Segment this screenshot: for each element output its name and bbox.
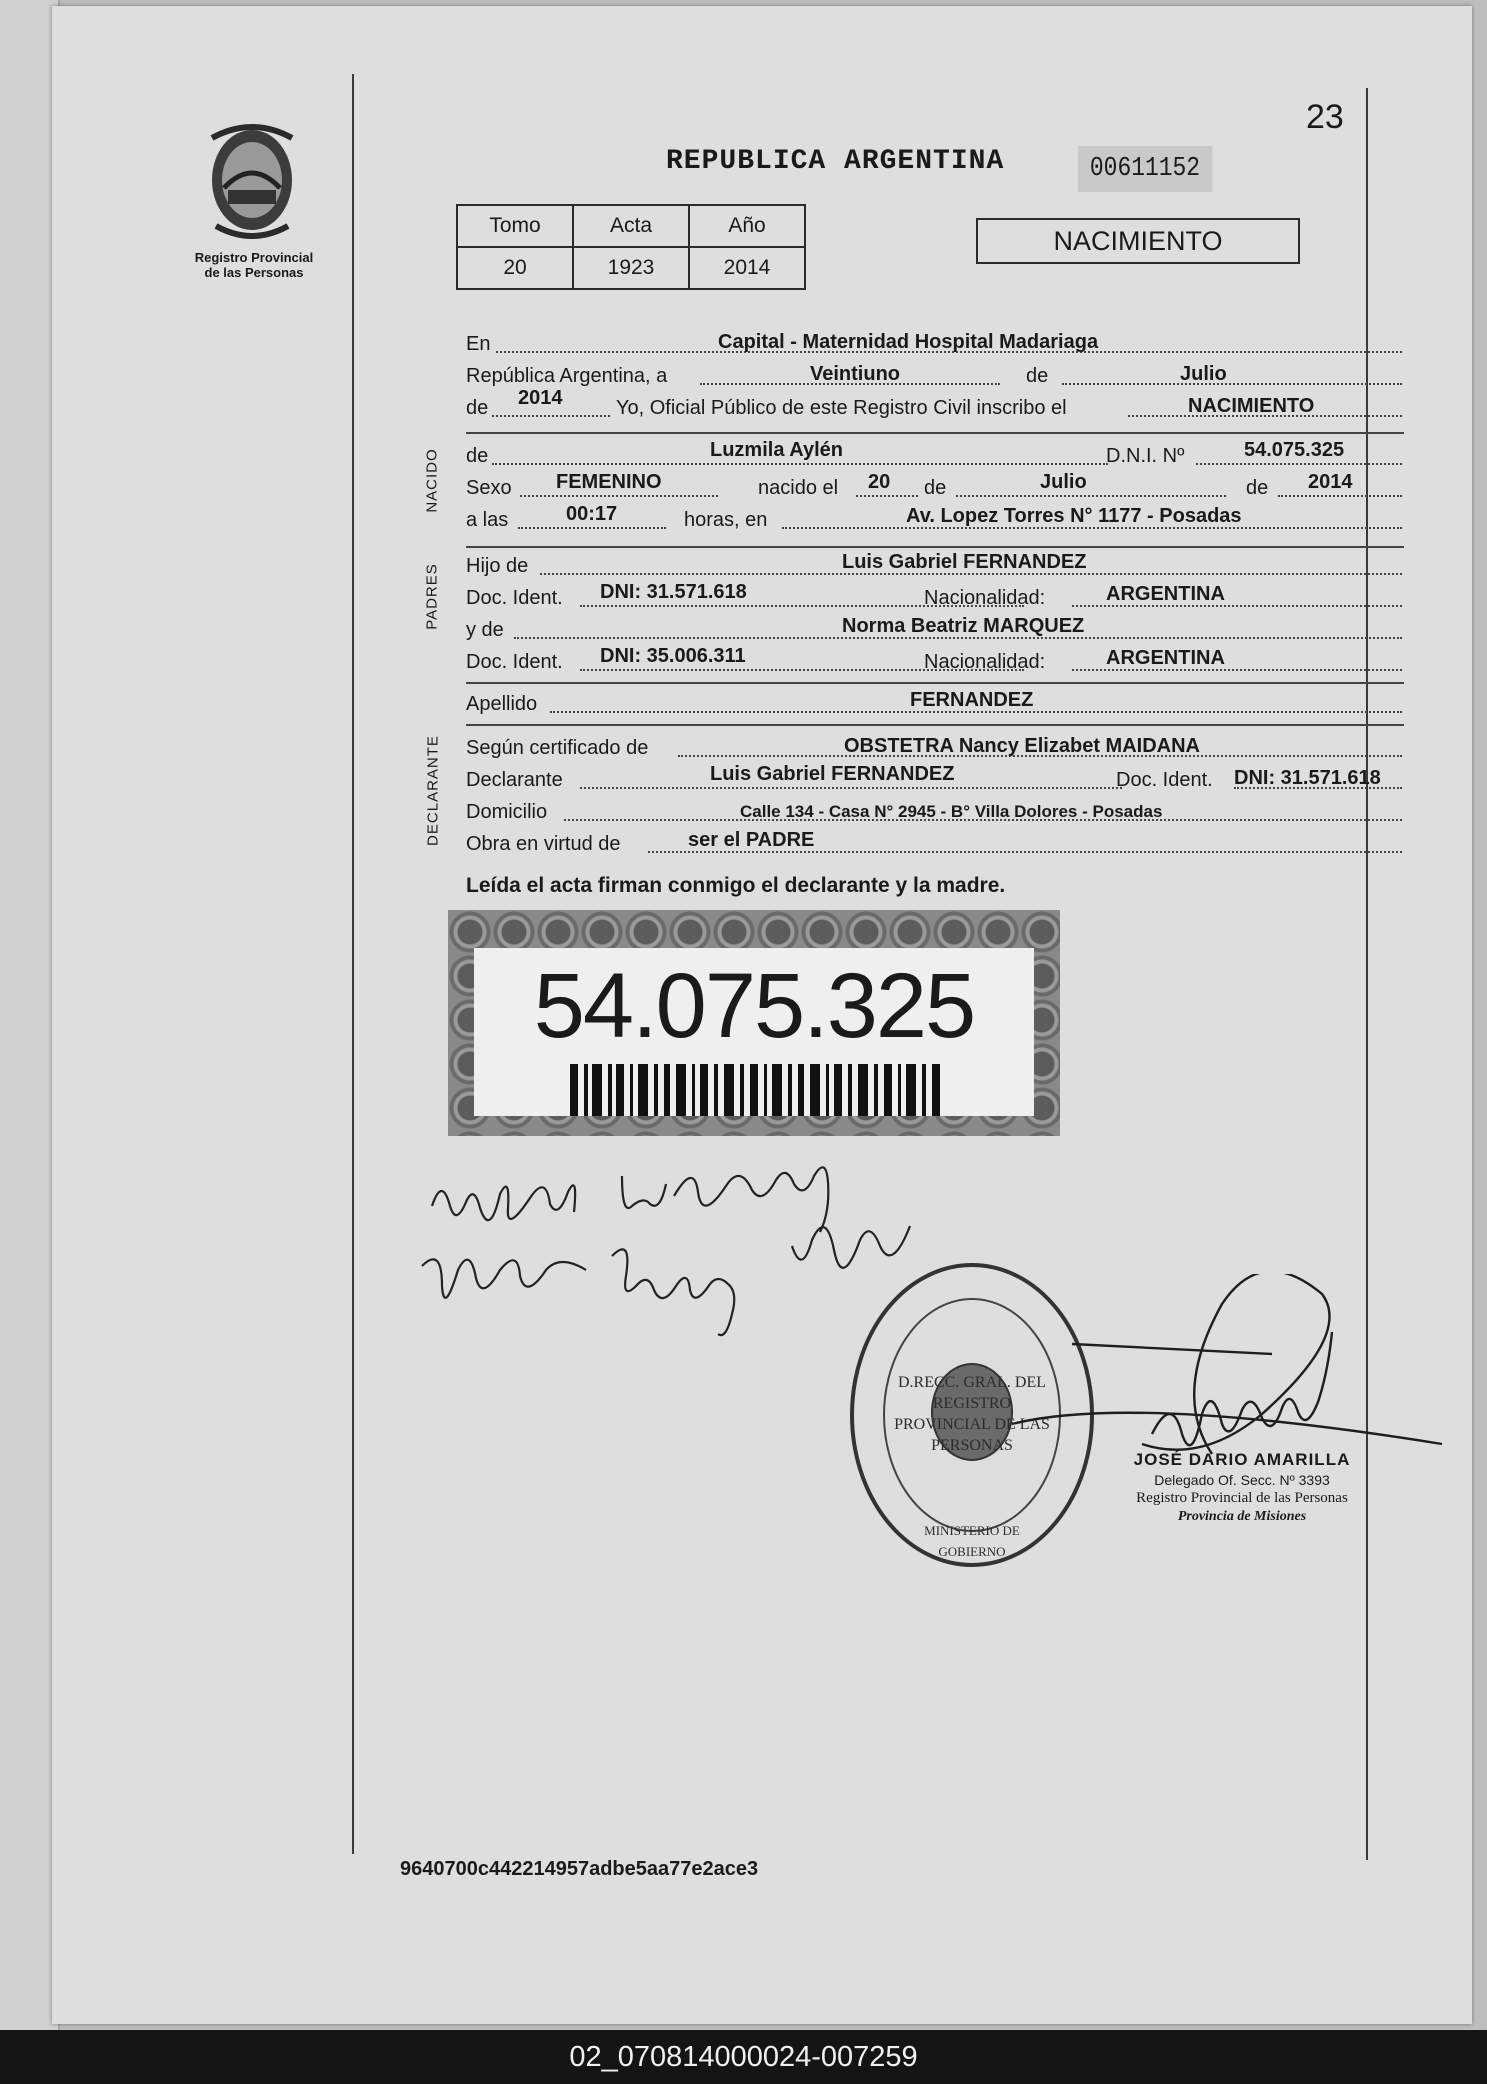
line-madre (466, 614, 1402, 644)
stamp-inner-text: MINISTERIO DE GOBIERNO (924, 1523, 1020, 1559)
official-name: JOSÉ DARIO AMARILLA (1133, 1450, 1351, 1469)
madre-doc-label: Doc. Ident. (466, 651, 563, 673)
tomo-header: Tomo (457, 205, 573, 247)
line-nombre (466, 440, 1402, 470)
section-nacido: NACIDO (423, 448, 441, 513)
page-number: 23 (1306, 98, 1344, 136)
tomo-acta-table (456, 204, 806, 290)
sexo-value: FEMENINO (556, 471, 662, 493)
registry-caption (182, 250, 326, 280)
line-madre-doc (466, 646, 1402, 676)
padre-nac-label: Nacionalidad: (924, 587, 1046, 609)
line-domicilio (466, 796, 1402, 826)
nombre-value: Luzmila Aylén (710, 439, 843, 461)
scan-footer-code: 02_070814000024-007259 (569, 2041, 918, 2073)
line-hijo-de (466, 550, 1402, 580)
domicilio-value: Calle 134 - Casa N° 2945 - B° Villa Dolores - Posadas (740, 802, 1163, 821)
dni-value: 54.075.325 (1244, 439, 1345, 461)
apellido-label: Apellido (466, 693, 538, 715)
hijo-label: Hijo de (466, 555, 529, 577)
decl-doc-value: DNI: 31.571.618 (1234, 767, 1381, 789)
line-hora (466, 504, 1402, 534)
separator-nacido-top (466, 432, 1404, 434)
left-sheet-edge (0, 0, 60, 2030)
dni-barcode-sticker (448, 910, 1060, 1136)
official-title: Delegado Of. Secc. Nº 3393 (1154, 1472, 1330, 1488)
padre-value: Luis Gabriel FERNANDEZ (842, 551, 1087, 573)
padre-nac-value: ARGENTINA (1106, 583, 1225, 605)
registry-caption-line1: Registro Provincial (194, 250, 314, 265)
declarante-label: Declarante (466, 769, 563, 791)
line-sexo (466, 472, 1402, 502)
domicilio-label: Domicilio (466, 801, 548, 823)
apellido-value: FERNANDEZ (910, 689, 1034, 711)
registry-caption-line2: de las Personas (204, 265, 304, 280)
document-hash: 9640700c442214957adbe5aa77e2ace3 (400, 1858, 759, 1880)
de1-label: de (1026, 365, 1049, 387)
line-apellido (466, 688, 1402, 718)
decl-doc-label: Doc. Ident. (1116, 769, 1213, 791)
seal-icon (202, 118, 302, 248)
section-padres: PADRES (423, 563, 441, 630)
hora-value: 00:17 (566, 503, 618, 525)
serial-number: 00611152 (1078, 146, 1212, 192)
section-declarante: DECLARANTE (424, 735, 442, 846)
anio-header: Año (689, 205, 805, 247)
madre-doc-value: DNI: 35.006.311 (600, 645, 746, 667)
left-frame-line (352, 74, 354, 1854)
madre-nac-label: Nacionalidad: (924, 651, 1046, 673)
segun-label: Según certificado de (466, 737, 649, 759)
separator-apellido-top (466, 682, 1404, 684)
line-padre-doc (466, 582, 1402, 612)
segun-value: OBSTETRA Nancy Elizabet MAIDANA (844, 735, 1200, 757)
de4-label: de (924, 477, 947, 499)
mes-value: Julio (1180, 363, 1227, 385)
closing-statement: Leída el acta firman conmigo el declarante y la madre. (466, 874, 1006, 897)
nac-mes-value: Julio (1040, 471, 1087, 493)
birth-certificate-page (52, 6, 1472, 2024)
horas-label: horas, en (684, 509, 768, 531)
nac-dia-value: 20 (868, 471, 891, 493)
acta-value: 1923 (573, 247, 689, 289)
obra-label: Obra en virtud de (466, 833, 621, 855)
declarante-value: Luis Gabriel FERNANDEZ (710, 763, 955, 785)
sexo-label: Sexo (466, 477, 512, 499)
de5-label: de (1246, 477, 1269, 499)
acta-header: Acta (573, 205, 689, 247)
line-en (466, 328, 1402, 358)
de3-label: de (466, 445, 489, 467)
line-segun (466, 732, 1402, 762)
nac-anio-value: 2014 (1308, 471, 1353, 493)
lugar-value: Av. Lopez Torres N° 1177 - Posadas (906, 505, 1242, 527)
alas-label: a las (466, 509, 509, 531)
act-type-box: NACIMIENTO (976, 218, 1300, 264)
official-province: Provincia de Misiones (1177, 1509, 1307, 1524)
de2-label: de (466, 397, 489, 419)
nacido-label: nacido el (758, 477, 839, 499)
separator-declarante-top (466, 724, 1404, 726)
madre-value: Norma Beatriz MARQUEZ (842, 615, 1085, 637)
padre-doc-label: Doc. Ident. (466, 587, 563, 609)
dni-label: D.N.I. Nº (1106, 445, 1185, 467)
province-seal-logo (202, 118, 302, 248)
line-declarante (466, 764, 1402, 794)
dia-value: Veintiuno (810, 363, 900, 385)
madre-nac-value: ARGENTINA (1106, 647, 1225, 669)
en-value: Capital - Maternidad Hospital Madariaga (718, 331, 1099, 353)
oficial-text: Yo, Oficial Público de este Registro Civil inscribo el (616, 397, 1067, 419)
padre-doc-value: DNI: 31.571.618 (600, 581, 747, 603)
stamp-ring-text: D.RECC. GRAL. DEL REGISTRO PROVINCIAL DE LAS PERSONAS (894, 1374, 1050, 1454)
anio-value: 2014 (689, 247, 805, 289)
separator-padres-top (466, 546, 1404, 548)
republica-label: República Argentina, a (466, 365, 668, 387)
en-label: En (466, 333, 491, 355)
yde-label: y de (466, 619, 504, 641)
country-title: REPUBLICA ARGENTINA (666, 146, 1005, 177)
anio-value: 2014 (518, 387, 563, 409)
official-office: Registro Provincial de las Personas (1136, 1490, 1348, 1506)
line-obra (466, 828, 1402, 858)
barcode-icon (570, 1064, 940, 1116)
inscribo-value: NACIMIENTO (1188, 395, 1315, 417)
official-name-block (1092, 1450, 1392, 1525)
tomo-value: 20 (457, 247, 573, 289)
obra-value: ser el PADRE (688, 829, 815, 851)
line-republica (466, 360, 1402, 390)
line-anio-oficial (466, 387, 1402, 422)
barcode-number: 54.075.325 (533, 955, 975, 1057)
